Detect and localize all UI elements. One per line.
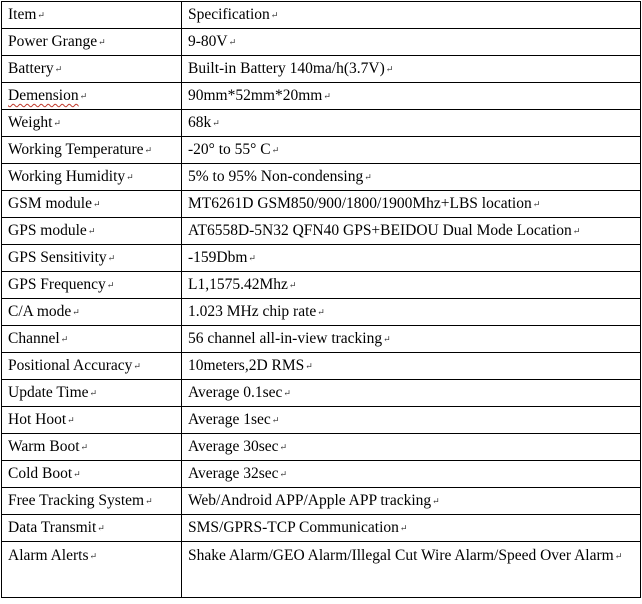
- paragraph-mark-icon: ↵: [385, 64, 394, 74]
- table-row: [2, 515, 641, 542]
- specification-cell: Web/Android APP/Apple APP tracking↵: [182, 488, 641, 515]
- specification-cell: 56 channel all-in-view tracking↵: [182, 326, 641, 353]
- specification-cell: MT6261D GSM850/900/1800/1900Mhz+LBS location↵: [182, 191, 641, 218]
- specification-cell: -159Dbm↵: [182, 245, 641, 272]
- specification-cell: L1,1575.42Mhz↵: [182, 272, 641, 299]
- item-cell: Cold Boot↵: [2, 461, 182, 488]
- item-cell: Update Time↵: [2, 380, 182, 407]
- paragraph-mark-icon: ↵: [228, 37, 237, 47]
- specification-cell: 1.023 MHz chip rate↵: [182, 299, 641, 326]
- table-row: [2, 29, 641, 56]
- paragraph-mark-icon: ↵: [67, 415, 75, 425]
- paragraph-mark-icon: ↵: [271, 415, 280, 425]
- header-cell-item: Item↵: [2, 2, 182, 29]
- paragraph-mark-icon: ↵: [107, 253, 116, 263]
- paragraph-mark-icon: ↵: [317, 307, 325, 317]
- specification-cell: Average 30sec↵: [182, 434, 641, 461]
- paragraph-mark-icon: ↵: [60, 334, 69, 344]
- item-cell: Alarm Alerts↵: [2, 542, 182, 598]
- specification-table: [1, 1, 641, 598]
- paragraph-mark-icon: ↵: [98, 37, 106, 47]
- paragraph-mark-icon: ↵: [106, 280, 115, 290]
- specification-cell: -20° to 55° C↵: [182, 137, 641, 164]
- table-row: [2, 407, 641, 434]
- paragraph-mark-icon: ↵: [212, 118, 220, 128]
- item-cell: Free Tracking System↵: [2, 488, 182, 515]
- item-cell: Channel↵: [2, 326, 182, 353]
- paragraph-mark-icon: ↵: [288, 280, 297, 290]
- table-row: [2, 137, 641, 164]
- specification-cell: SMS/GPRS-TCP Communication↵: [182, 515, 641, 542]
- item-cell: GPS Frequency↵: [2, 272, 182, 299]
- paragraph-mark-icon: ↵: [271, 145, 280, 155]
- specification-cell: 10meters,2D RMS↵: [182, 353, 641, 380]
- paragraph-mark-icon: ↵: [248, 253, 256, 263]
- paragraph-mark-icon: ↵: [54, 64, 63, 74]
- paragraph-mark-icon: ↵: [72, 307, 80, 317]
- table-row: [2, 380, 641, 407]
- paragraph-mark-icon: ↵: [283, 388, 291, 398]
- specification-cell: 5% to 95% Non-condensing↵: [182, 164, 641, 191]
- paragraph-mark-icon: ↵: [323, 91, 331, 101]
- paragraph-mark-icon: ↵: [532, 199, 541, 209]
- table-row: [2, 461, 641, 488]
- table-row: [2, 353, 641, 380]
- specification-cell: 90mm*52mm*20mm↵: [182, 83, 641, 110]
- paragraph-mark-icon: ↵: [79, 91, 88, 101]
- paragraph-mark-icon: ↵: [144, 145, 153, 155]
- specification-cell: Average 32sec↵: [182, 461, 641, 488]
- paragraph-mark-icon: ↵: [97, 523, 105, 533]
- paragraph-mark-icon: ↵: [87, 226, 96, 236]
- specification-cell: 9-80V↵: [182, 29, 641, 56]
- table-row: [2, 83, 641, 110]
- specification-cell: AT6558D-5N32 QFN40 GPS+BEIDOU Dual Mode Location↵: [182, 218, 641, 245]
- table-row: [2, 164, 641, 191]
- paragraph-mark-icon: ↵: [73, 469, 81, 479]
- header-cell-specification: Specification↵: [182, 2, 641, 29]
- table-row: [2, 542, 641, 598]
- item-cell: Warm Boot↵: [2, 434, 182, 461]
- item-cell: Battery↵: [2, 56, 182, 83]
- table-row: [2, 272, 641, 299]
- table-row: [2, 245, 641, 272]
- paragraph-mark-icon: ↵: [399, 523, 408, 533]
- paragraph-mark-icon: ↵: [80, 442, 89, 452]
- spelling-error-underline: Demension: [8, 87, 79, 104]
- paragraph-mark-icon: ↵: [279, 469, 288, 479]
- paragraph-mark-icon: ↵: [364, 172, 372, 182]
- table-row: [2, 218, 641, 245]
- item-cell: Working Temperature↵: [2, 137, 182, 164]
- paragraph-mark-icon: ↵: [145, 496, 153, 506]
- paragraph-mark-icon: ↵: [305, 361, 313, 371]
- paragraph-mark-icon: ↵: [89, 388, 98, 398]
- table-row: [2, 191, 641, 218]
- paragraph-mark-icon: ↵: [126, 172, 134, 182]
- table-row: [2, 488, 641, 515]
- table-row: [2, 56, 641, 83]
- specification-cell: 68k↵: [182, 110, 641, 137]
- table-row: [2, 434, 641, 461]
- item-cell: Data Transmit↵: [2, 515, 182, 542]
- item-cell: Weight↵: [2, 110, 182, 137]
- item-cell: GPS Sensitivity↵: [2, 245, 182, 272]
- paragraph-mark-icon: ↵: [279, 442, 288, 452]
- paragraph-mark-icon: ↵: [133, 361, 141, 371]
- paragraph-mark-icon: ↵: [53, 118, 61, 128]
- paragraph-mark-icon: ↵: [270, 10, 279, 20]
- table-row: [2, 326, 641, 353]
- item-cell: GSM module↵: [2, 191, 182, 218]
- table-row: [2, 299, 641, 326]
- table-header-row: [2, 2, 641, 29]
- item-cell: Positional Accuracy↵: [2, 353, 182, 380]
- specification-cell: Built-in Battery 140ma/h(3.7V)↵: [182, 56, 641, 83]
- item-cell: [2, 83, 182, 110]
- specification-cell: Average 0.1sec↵: [182, 380, 641, 407]
- paragraph-mark-icon: ↵: [383, 334, 391, 344]
- item-cell: C/A mode↵: [2, 299, 182, 326]
- item-cell: Working Humidity↵: [2, 164, 182, 191]
- item-cell: GPS module↵: [2, 218, 182, 245]
- paragraph-mark-icon: ↵: [37, 10, 45, 20]
- paragraph-mark-icon: ↵: [614, 551, 623, 561]
- specification-cell: Shake Alarm/GEO Alarm/Illegal Cut Wire Alarm/Speed Over Alarm↵: [182, 542, 641, 598]
- paragraph-mark-icon: ↵: [89, 551, 98, 561]
- paragraph-mark-icon: ↵: [572, 226, 581, 236]
- specification-cell: Average 1sec↵: [182, 407, 641, 434]
- table-row: [2, 110, 641, 137]
- paragraph-mark-icon: ↵: [92, 199, 101, 209]
- paragraph-mark-icon: ↵: [432, 496, 440, 506]
- item-cell: Hot Hoot↵: [2, 407, 182, 434]
- item-cell: Power Grange↵: [2, 29, 182, 56]
